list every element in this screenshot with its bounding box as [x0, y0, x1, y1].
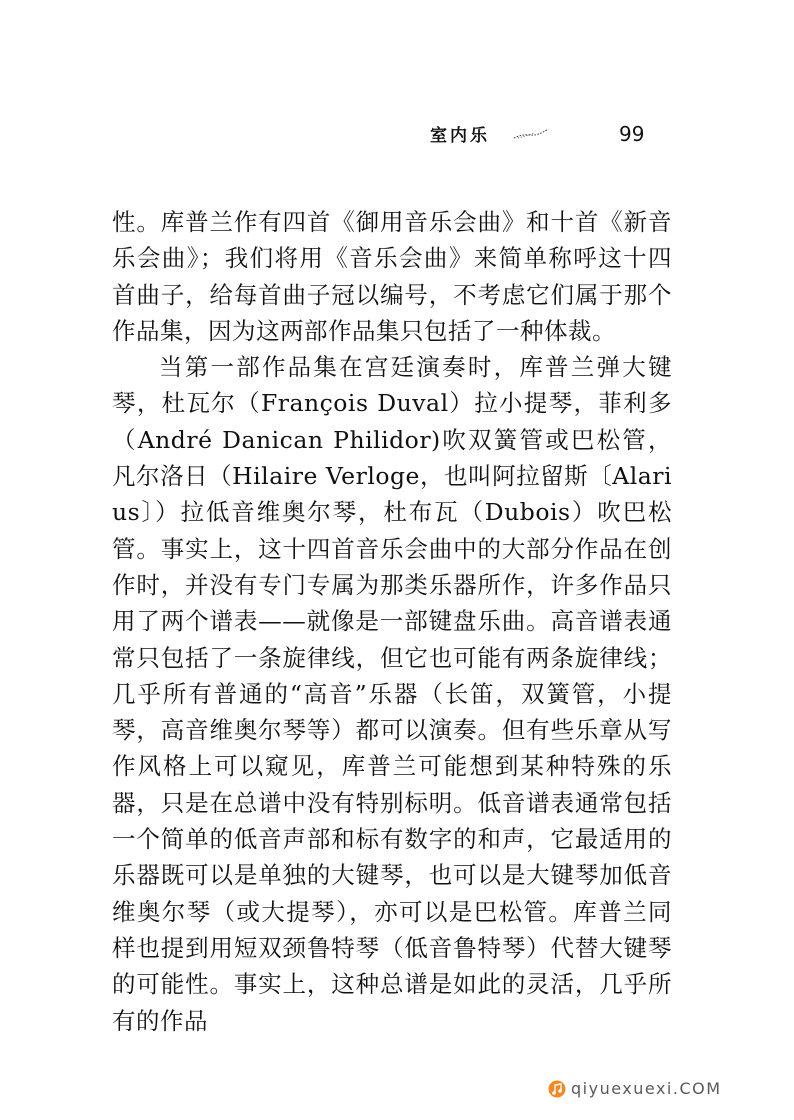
page-number: 99 — [619, 122, 645, 146]
music-note-logo-icon — [548, 1080, 566, 1098]
watermark-text: qiyuexuexi.COM — [571, 1079, 722, 1098]
paragraph-continuation: 性。库普兰作有四首《御用音乐会曲》和十首《新音乐会曲》；我们将用《音乐会曲》来简单称呼这十四首曲子，给每首曲子冠以编号，不考虑它们属于那个作品集，因为这两部作品集只包括了一种体裁。 — [112, 208, 672, 345]
section-title: 室内乐 — [430, 125, 490, 146]
paragraph-main: 当第一部作品集在宫廷演奏时，库普兰弹大键琴，杜瓦尔（François Duval）拉小提琴，菲利多（André Danican Philidor)吹双簧管或巴松管，凡尔洛日（Hilaire Verloge，也叫阿拉留斯〔Alarius〕）拉低音维奥尔琴，杜布瓦（Dubois）吹巴松管。事实上，这十四首音乐会曲中的大部分作品在创作时，并没有专门专属为那类乐器所作，许多作品只用了两个谱表——就像是一部键盘乐曲。高音谱表通常只包括了一条旋律线，但它也可能有两条旋律线；几乎所有普通的“高音”乐器（长笛，双簧管，小提琴，高音维奥尔琴等）都可以演奏。但有些乐章从写作风格上可以窥见，库普兰可能想到某种特殊的乐器，只是在总谱中没有特别标明。低音谱表通常包括一个简单的低音声部和标有数字的和声，它最适用的乐器既可以是单独的大键琴，也可以是大键琴加低音维奥尔琴（或大提琴），亦可以是巴松管。库普兰同样也提到用短双颈鲁特琴（低音鲁特琴）代替大键琴的可能性。事实上，这种总谱是如此的灵活，几乎所有的作品 — [112, 353, 672, 1035]
body-text — [112, 204, 672, 1039]
watermark — [548, 1079, 722, 1098]
ornament-flourish-icon — [512, 126, 550, 140]
running-header — [430, 118, 550, 148]
